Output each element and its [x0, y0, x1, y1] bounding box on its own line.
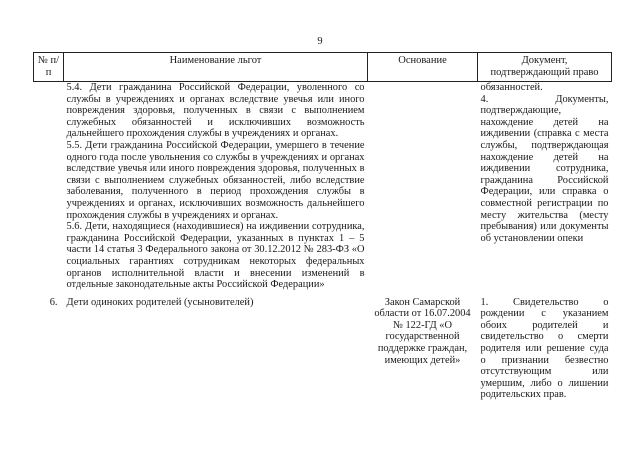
subitem-5-4: 5.4. Дети гражданина Российской Федерации, уволенного со службы в учреждениях и органах вследствие увечья или иного повреждения здоровья, полученных в связи с выполнением служебных обязанностей и исключивших возможность дальнейшего прохождения службы в учреждениях и органах.	[66, 82, 365, 140]
cell-document-continued	[478, 82, 612, 291]
subitem-5-5: 5.5. Дети гражданина Российской Федерации, умершего в течение одного года после увольнения со службы в учреждениях и органах вследствие увечья или иного повреждения здоровья, полученных в связи с выполнением служебных обязанностей, либо вследствие заболевания, полученного в период прохождения службы в учреждениях и органах, исключивших возможность дальнейшего прохождения службы в учреждениях и органах.	[66, 139, 365, 221]
cell-number-empty	[34, 82, 64, 291]
subitem-5-6: 5.6. Дети, находящиеся (находившиеся) на иждивении сотрудника, гражданина Российской Федерации, указанных в пунктах 1 – 5 части 14 статья 3 Федерального закона от 30.12.2012 № 283-ФЗ «О социальных гарантиях сотрудникам некоторых федеральных органов исполнительной власти и внесении изменений в отдельные законодательные акты Российской Федерации»	[66, 221, 365, 291]
header-number: № п/п	[34, 53, 64, 82]
benefits-table	[33, 52, 612, 401]
page-number: 9	[317, 36, 323, 47]
header-basis: Основание	[368, 53, 478, 82]
row-basis: Закон Самарской области от 16.07.2004 № 122-ГД «О государственной поддержке граждан, имеющих детей»	[374, 296, 471, 366]
cell-basis-empty	[368, 82, 478, 291]
header-benefit-name: Наименование льгот	[64, 53, 368, 82]
document-item-4: 4. Документы, подтверждающие, нахождение детей на иждивении (справка с места службы, подтверждающая нахождение детей на иждивении сотрудника, гражданина Российской Федерации, или справка о совместной регистрации по месту жительства (месту пребывания) или документы об установлении опеки	[480, 93, 609, 244]
table-row-6	[34, 291, 612, 401]
header-document: Документ, подтверждающий право	[478, 53, 612, 82]
row-benefit-name: Дети одиноких родителей (усыновителей)	[66, 296, 254, 308]
row-number: 6.	[49, 296, 58, 308]
cell-benefit-subitems	[64, 82, 368, 291]
table-row-continued	[34, 82, 612, 291]
table-header-row	[34, 53, 612, 82]
document-continued-line: обязанностей.	[480, 82, 543, 93]
row-document: 1. Свидетельство о рождении с указанием обоих родителей и свидетельство о смерти родителя или решение суда о признании безвестно отсутствующим или умершим, либо о лишении родительских прав.	[480, 296, 609, 401]
